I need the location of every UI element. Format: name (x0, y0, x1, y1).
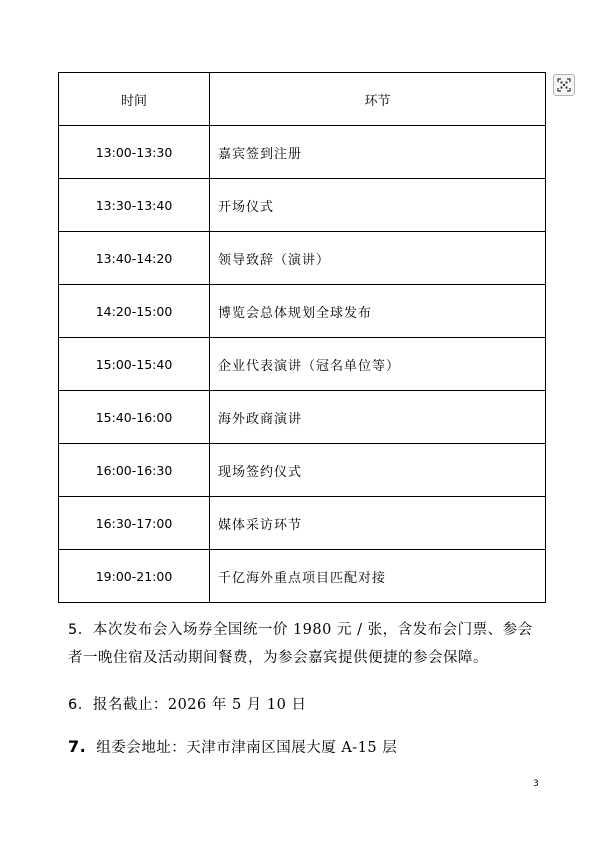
table-row (59, 338, 546, 391)
header-time: 时间 (59, 73, 210, 126)
activity-cell: 开场仪式 (210, 179, 546, 232)
page-number: 3 (533, 779, 539, 789)
time-cell: 15:00-15:40 (59, 338, 210, 391)
activity-cell: 千亿海外重点项目匹配对接 (210, 550, 546, 603)
activity-cell: 海外政商演讲 (210, 391, 546, 444)
side-toolbar-icon[interactable] (553, 74, 575, 96)
time-cell: 16:30-17:00 (59, 497, 210, 550)
paragraph-number: 6. (68, 697, 83, 713)
time-cell: 13:40-14:20 (59, 232, 210, 285)
table-header-row (59, 73, 546, 126)
table-row (59, 179, 546, 232)
paragraph-text: 报名截止：2026 年 5 月 10 日 (92, 697, 307, 713)
table-row (59, 232, 546, 285)
activity-cell: 博览会总体规划全球发布 (210, 285, 546, 338)
schedule-table (58, 72, 546, 603)
time-cell: 16:00-16:30 (59, 444, 210, 497)
table-row (59, 550, 546, 603)
table-row (59, 126, 546, 179)
paragraph-number: 7. (68, 737, 87, 756)
time-cell: 13:00-13:30 (59, 126, 210, 179)
time-cell: 19:00-21:00 (59, 550, 210, 603)
activity-cell: 现场签约仪式 (210, 444, 546, 497)
paragraph-ticket-price (68, 616, 553, 672)
table-row (59, 444, 546, 497)
header-activity: 环节 (210, 73, 546, 126)
table-row (59, 285, 546, 338)
time-cell: 13:30-13:40 (59, 179, 210, 232)
paragraph-deadline (68, 691, 306, 719)
paragraph-text-line2: 者一晚住宿及活动期间餐费，为参会嘉宾提供便捷的参会保障。 (68, 650, 488, 666)
table-row (59, 497, 546, 550)
time-cell: 14:20-15:00 (59, 285, 210, 338)
activity-cell: 企业代表演讲（冠名单位等） (210, 338, 546, 391)
paragraph-text: 组委会地址：天津市津南区国展大厦 A-15 层 (96, 740, 398, 756)
paragraph-number: 5. (68, 622, 83, 638)
table-row (59, 391, 546, 444)
paragraph-address (68, 733, 397, 762)
paragraph-text-line1: 本次发布会入场券全国统一价 1980 元 / 张，含发布会门票、参会 (92, 622, 533, 638)
activity-cell: 嘉宾签到注册 (210, 126, 546, 179)
activity-cell: 媒体采访环节 (210, 497, 546, 550)
qr-scan-icon (554, 75, 574, 95)
activity-cell: 领导致辞（演讲） (210, 232, 546, 285)
time-cell: 15:40-16:00 (59, 391, 210, 444)
